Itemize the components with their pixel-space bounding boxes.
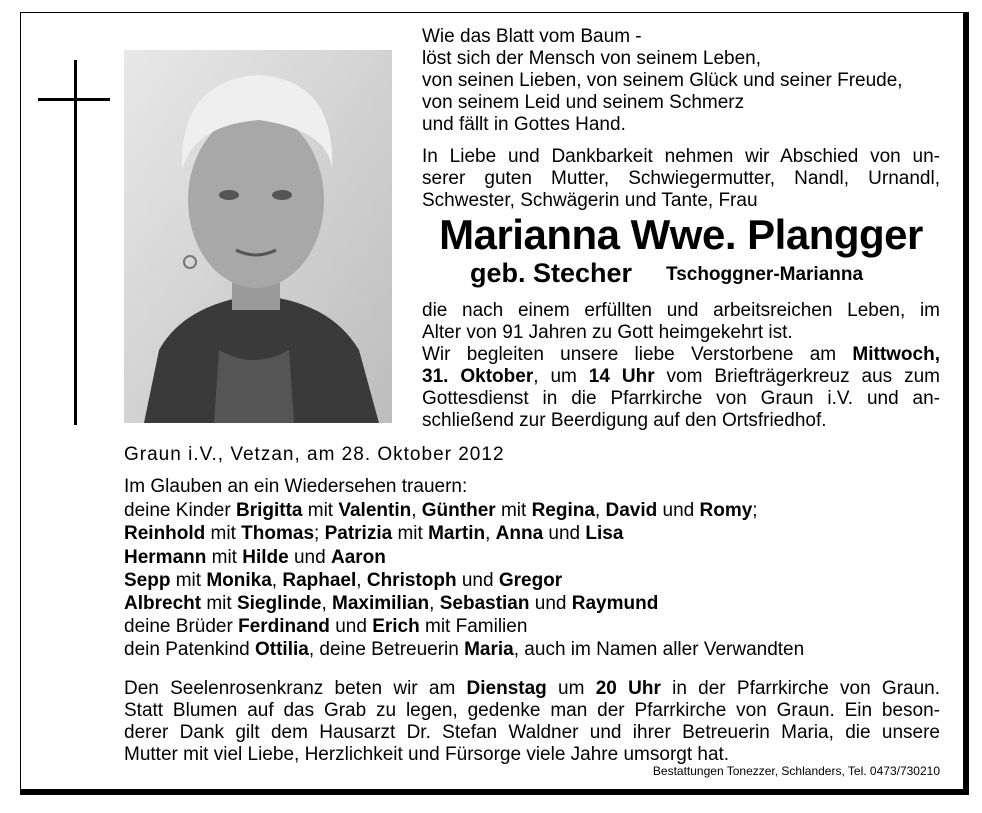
rosary-line: Mutter mit viel Liebe, Herzlichkeit und Fürsorge viele Jahre umsorgt hat. — [124, 744, 730, 765]
poem-line: löst sich der Mensch von seinem Leben, — [422, 48, 762, 69]
funeral-date: 31. Oktober — [422, 366, 534, 387]
rosary-line: derer Dank gilt dem Hausarzt Dr. Stefan Waldner und ihrer Betreuerin Maria, die unsere — [124, 722, 940, 743]
poem-line: von seinen Lieben, von seinem Glück und seiner Freude, — [422, 70, 903, 91]
rosary-line: Den Seelenrosenkranz beten wir am Dienstag um 20 Uhr in der Pfarrkirche von Graun. — [124, 678, 941, 699]
funeral-line — [422, 366, 940, 388]
mourners-line: Hermann mit Hilde und Aaron — [124, 547, 386, 568]
funeral-line — [422, 344, 940, 366]
cross-icon-bar — [38, 98, 110, 101]
intro-line: Schwester, Schwägerin und Tante, Frau — [422, 190, 758, 211]
mourners-line: Sepp mit Monika, Raphael, Christoph und Gregor — [124, 570, 563, 591]
poem-line: von seinem Leid und seinem Schmerz — [422, 92, 745, 113]
mourners-line: dein Patenkind Ottilia, deine Betreuerin Maria, auch im Namen aller Verwandten — [124, 639, 805, 660]
maiden-name: geb. Stecher — [470, 258, 633, 288]
funeral-text: vom Briefträgerkreuz aus zum — [654, 366, 940, 387]
poem-line: Wie das Blatt vom Baum - — [422, 26, 642, 47]
funeral-text: Wir begleiten unsere liebe Verstorbene am — [422, 344, 853, 365]
rosary-line: Statt Blumen auf das Grab zu legen, gedenke man der Pfarrkirche von Graun. Ein beson- — [124, 700, 940, 721]
intro-line: In Liebe und Dankbarkeit nehmen wir Abschied von un- — [422, 146, 940, 167]
funeral-line: schließend zur Beerdigung auf den Ortsfriedhof. — [422, 410, 827, 431]
place-date: Graun i.V., Vetzan, am 28. Oktober 2012 — [124, 444, 505, 465]
intro-line: serer guten Mutter, Schwiegermutter, Nandl, Urnandl, — [422, 168, 940, 189]
funeral-time: 14 Uhr — [588, 366, 655, 387]
death-text-line: die nach einem erfüllten und arbeitsreichen Leben, im — [422, 300, 940, 321]
mourners-line: Albrecht mit Sieglinde, Maximilian, Sebastian und Raymund — [124, 593, 659, 614]
funeral-line: Gottesdienst in die Pfarrkirche von Graun i.V. und an- — [422, 388, 940, 409]
funeral-text: , um — [533, 366, 589, 387]
mourners-intro: Im Glauben an ein Wiedersehen trauern: — [124, 476, 468, 497]
mourners-line: deine Brüder Ferdinand und Erich mit Familien — [124, 616, 528, 637]
poem-line: und fällt in Gottes Hand. — [422, 114, 626, 135]
portrait-photo — [124, 50, 392, 423]
mourners-line: deine Kinder Brigitta mit Valentin, Günther mit Regina, David und Romy; — [124, 500, 758, 521]
funeral-home-footer: Bestattungen Tonezzer, Schlanders, Tel. 0473/730210 — [652, 764, 940, 778]
cross-icon — [74, 60, 77, 425]
death-text-line: Alter von 91 Jahren zu Gott heimgekehrt ist. — [422, 322, 793, 343]
funeral-day: Mittwoch, — [852, 344, 940, 365]
nickname: Tschoggner-Marianna — [666, 264, 864, 285]
mourners-line: Reinhold mit Thomas; Patrizia mit Martin, Anna und Lisa — [124, 523, 624, 544]
deceased-name: Marianna Wwe. Plangger — [439, 211, 923, 258]
